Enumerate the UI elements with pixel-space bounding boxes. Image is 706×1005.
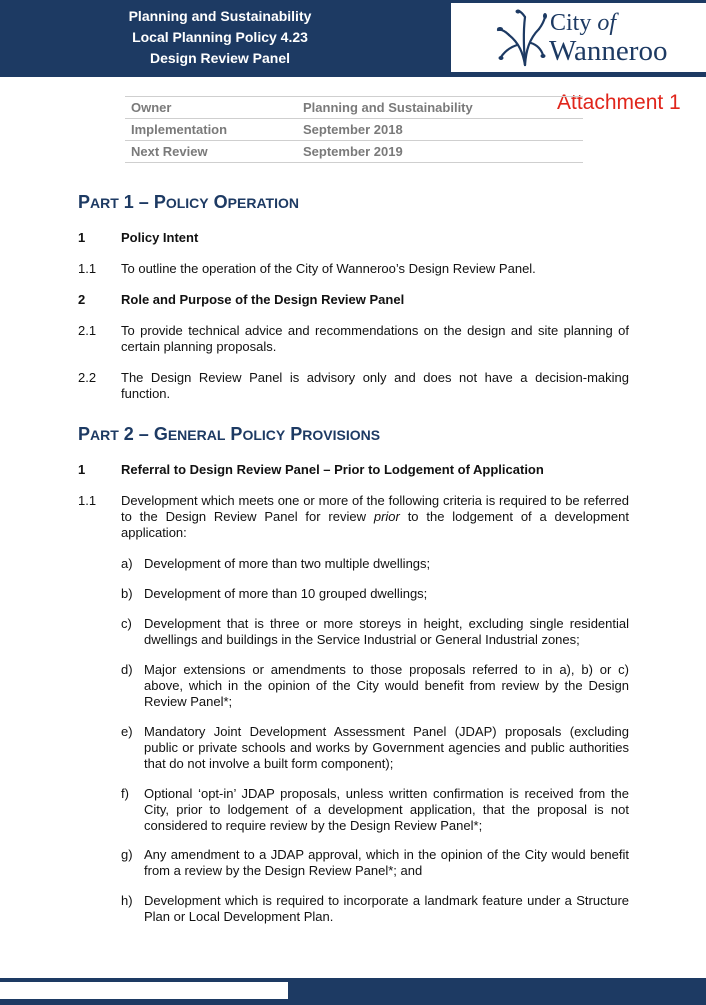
clause-number: 2.1 bbox=[78, 323, 97, 338]
info-value: September 2018 bbox=[297, 119, 583, 141]
clause-text: To outline the operation of the City of Wanneroo’s Design Review Panel. bbox=[121, 261, 536, 276]
part-1-heading: PART 1 – POLICY OPERATION bbox=[78, 192, 299, 212]
clause-text: Development which meets one or more of the following criteria is required to be referred to the Design Review Panel for review prior to the lodgement of a development application: bbox=[121, 493, 629, 540]
clause-text: To provide technical advice and recommendations on the design and site planning of certain planning proposals. bbox=[121, 323, 629, 354]
list-item: Development of more than 10 grouped dwellings; bbox=[144, 586, 428, 601]
list-item: Major extensions or amendments to those proposals referred to in a), b) or c) above, which in the opinion of the City would benefit from review by the Design Review Panel*; bbox=[144, 662, 629, 709]
list-item: Any amendment to a JDAP approval, which in the opinion of the City would benefit from a review by the Design Review Panel*; and bbox=[144, 847, 629, 878]
title-line-1: Planning and Sustainability bbox=[128, 8, 312, 24]
document-title bbox=[0, 6, 440, 69]
title-line-2: Local Planning Policy 4.23 bbox=[132, 29, 308, 45]
title-line-3: Design Review Panel bbox=[149, 50, 291, 66]
section-title: Policy Intent bbox=[121, 230, 199, 245]
list-item-marker: d) bbox=[121, 662, 133, 677]
footer-strip bbox=[0, 982, 288, 999]
document-info-table bbox=[125, 96, 583, 163]
table-row bbox=[125, 97, 583, 119]
list-item-marker: c) bbox=[121, 616, 132, 631]
section-title: Referral to Design Review Panel – Prior to Lodgement of Application bbox=[121, 462, 544, 477]
clause-number: 1.1 bbox=[78, 493, 97, 508]
clause-text: The Design Review Panel is advisory only and does not have a decision-making function. bbox=[121, 370, 629, 401]
logo-wordmark bbox=[549, 9, 667, 65]
list-item-marker: a) bbox=[121, 556, 133, 571]
list-item: Optional ‘opt-in’ JDAP proposals, unless written confirmation is received from the City, prior to lodgement of a development application, that the proposal is not considered to require review by the Design Review Panel*; bbox=[144, 786, 629, 833]
list-item: Development that is three or more storeys in height, excluding single residential dwellings and buildings in the Service Industrial or General Industrial zones; bbox=[144, 616, 629, 647]
list-item-marker: b) bbox=[121, 586, 133, 601]
list-item: Development of more than two multiple dwellings; bbox=[144, 556, 431, 571]
section-number: 2 bbox=[78, 292, 86, 307]
section-title: Role and Purpose of the Design Review Panel bbox=[121, 292, 405, 307]
table-row bbox=[125, 119, 583, 141]
table-row bbox=[125, 141, 583, 163]
section-number: 1 bbox=[78, 462, 86, 477]
info-value: September 2019 bbox=[297, 141, 583, 163]
info-label: Owner bbox=[125, 97, 297, 119]
list-item: Development which is required to incorporate a landmark feature under a Structure Plan or Local Development Plan. bbox=[144, 893, 629, 924]
list-item: Mandatory Joint Development Assessment Panel (JDAP) proposals (excluding public or private schools and works by Government agencies and public authorities that do not involve a built form component); bbox=[144, 724, 629, 771]
list-item-marker: f) bbox=[121, 786, 129, 801]
info-value: Planning and Sustainability bbox=[297, 97, 583, 119]
part-2-heading: PART 2 – GENERAL POLICY PROVISIONS bbox=[78, 424, 381, 444]
logo-city: City bbox=[550, 10, 592, 36]
clause-number: 2.2 bbox=[78, 370, 97, 385]
logo-name: Wanneroo bbox=[549, 35, 668, 67]
section-number: 1 bbox=[78, 230, 86, 245]
kangaroo-paw-icon bbox=[495, 9, 547, 67]
attachment-label: Attachment 1 bbox=[557, 91, 681, 114]
list-item-marker: h) bbox=[121, 893, 133, 908]
info-label: Next Review bbox=[125, 141, 297, 163]
logo-of: of bbox=[597, 10, 617, 36]
list-item-marker: e) bbox=[121, 724, 133, 739]
clause-number: 1.1 bbox=[78, 261, 97, 276]
city-logo bbox=[451, 3, 706, 72]
list-item-marker: g) bbox=[121, 847, 133, 862]
info-label: Implementation bbox=[125, 119, 297, 141]
